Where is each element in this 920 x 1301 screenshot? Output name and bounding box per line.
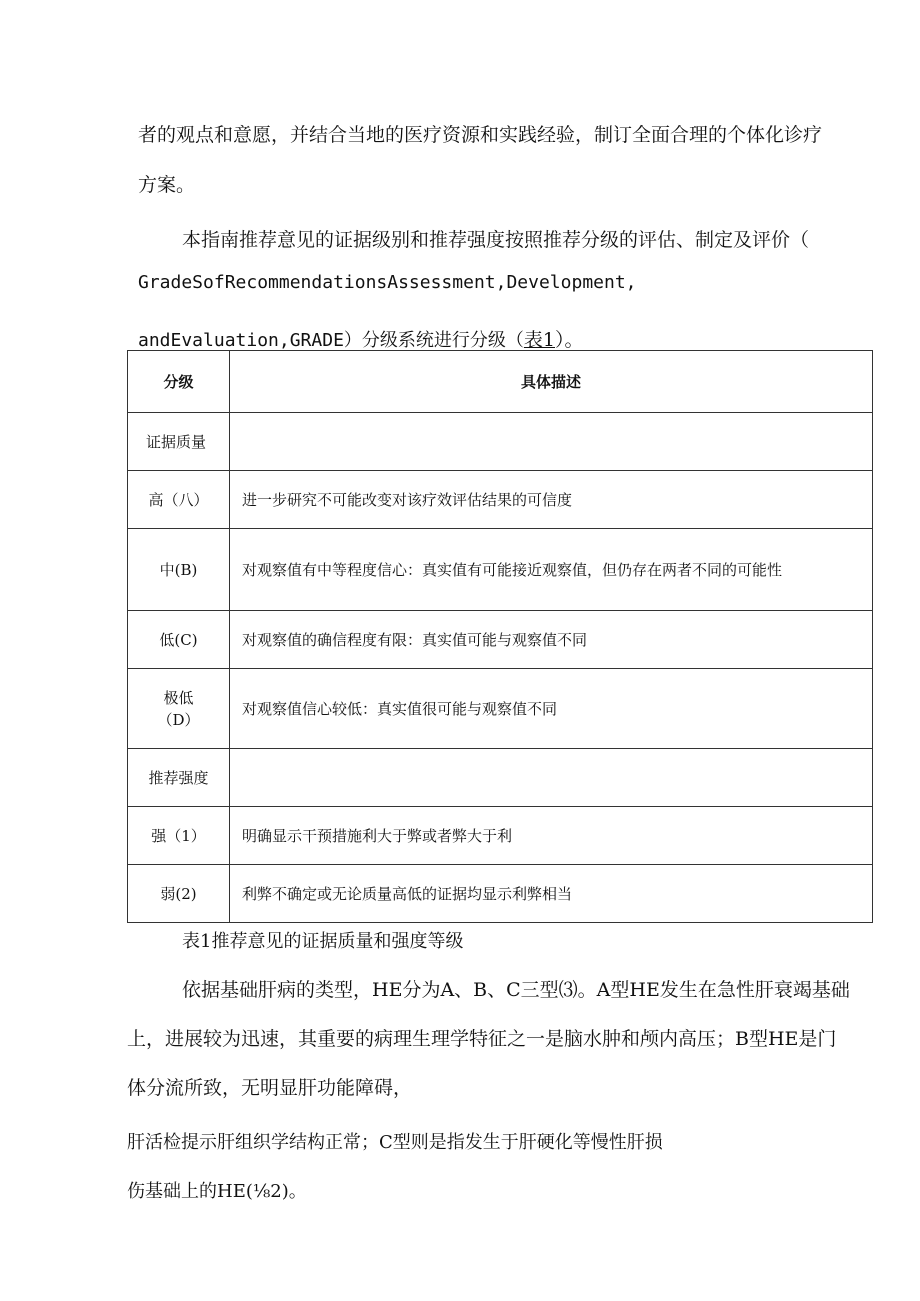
grade-cell	[128, 669, 230, 749]
table-row	[128, 471, 873, 529]
paragraph-line: 上，进展较为迅速，其重要的病理生理学特征之一是脑水肿和颅内高压；B型HE是门	[127, 1028, 837, 1050]
paragraph-text: andEvaluation,GRADE）分级系统进行分级（	[138, 330, 524, 351]
paragraph-line	[138, 325, 584, 352]
desc-cell: 利弊不确定或无论质量高低的证据均显示利弊相当	[230, 865, 873, 923]
header-cell: 具体描述	[230, 351, 873, 413]
paragraph-text: ）。	[555, 329, 584, 351]
paragraph-line: 体分流所致，无明显肝功能障碍，	[127, 1077, 413, 1099]
paragraph-line: 本指南推荐意见的证据级别和推荐强度按照推荐分级的评估、制定及评价（	[182, 229, 810, 251]
desc-cell: 对观察值信心较低：真实值很可能与观察值不同	[230, 669, 873, 749]
table-row	[128, 807, 873, 865]
paragraph-line: 肝活检提示肝组织学结构正常；C型则是指发生于肝硬化等慢性肝损	[127, 1132, 663, 1153]
desc-cell	[230, 749, 873, 807]
grade-cell: 弱(2)	[128, 865, 230, 923]
table-row	[128, 669, 873, 749]
header-cell: 分级	[128, 351, 230, 413]
grade-cell: 低(C)	[128, 611, 230, 669]
grade-table	[127, 350, 873, 923]
table-row	[128, 611, 873, 669]
table-header-row	[128, 351, 873, 413]
grade-cell: 证据质量	[128, 413, 230, 471]
table-row	[128, 865, 873, 923]
table-row	[128, 413, 873, 471]
table-row	[128, 529, 873, 611]
paragraph-line: 者的观点和意愿，并结合当地的医疗资源和实践经验，制订全面合理的个体化诊疗	[138, 124, 823, 146]
grade-cell: 推荐强度	[128, 749, 230, 807]
grade-cell: 中(B)	[128, 529, 230, 611]
grade-cell: 强（1）	[128, 807, 230, 865]
grade-text: 极低	[163, 688, 194, 707]
paragraph-line: 方案。	[138, 174, 196, 196]
paragraph-line: 伤基础上的HE(⅛2)。	[127, 1181, 307, 1202]
paragraph-line: GradeSofRecommendationsAssessment,Development,	[138, 272, 637, 293]
desc-cell: 明确显示干预措施利大于弊或者弊大于利	[230, 807, 873, 865]
paragraph-line: 依据基础肝病的类型，HE分为A、B、C三型⑶。A型HE发生在急性肝衰竭基础	[182, 979, 850, 1001]
desc-cell	[230, 413, 873, 471]
table-reference-link[interactable]: 表1	[523, 329, 555, 351]
table-caption: 表1推荐意见的证据质量和强度等级	[182, 931, 464, 952]
desc-cell: 对观察值的确信程度有限：真实值可能与观察值不同	[230, 611, 873, 669]
desc-cell: 对观察值有中等程度信心：真实值有可能接近观察值，但仍存在两者不同的可能性	[230, 529, 873, 611]
grade-cell: 高（八）	[128, 471, 230, 529]
table-row	[128, 749, 873, 807]
grade-text: （D）	[157, 710, 200, 729]
desc-cell: 进一步研究不可能改变对该疗效评估结果的可信度	[230, 471, 873, 529]
